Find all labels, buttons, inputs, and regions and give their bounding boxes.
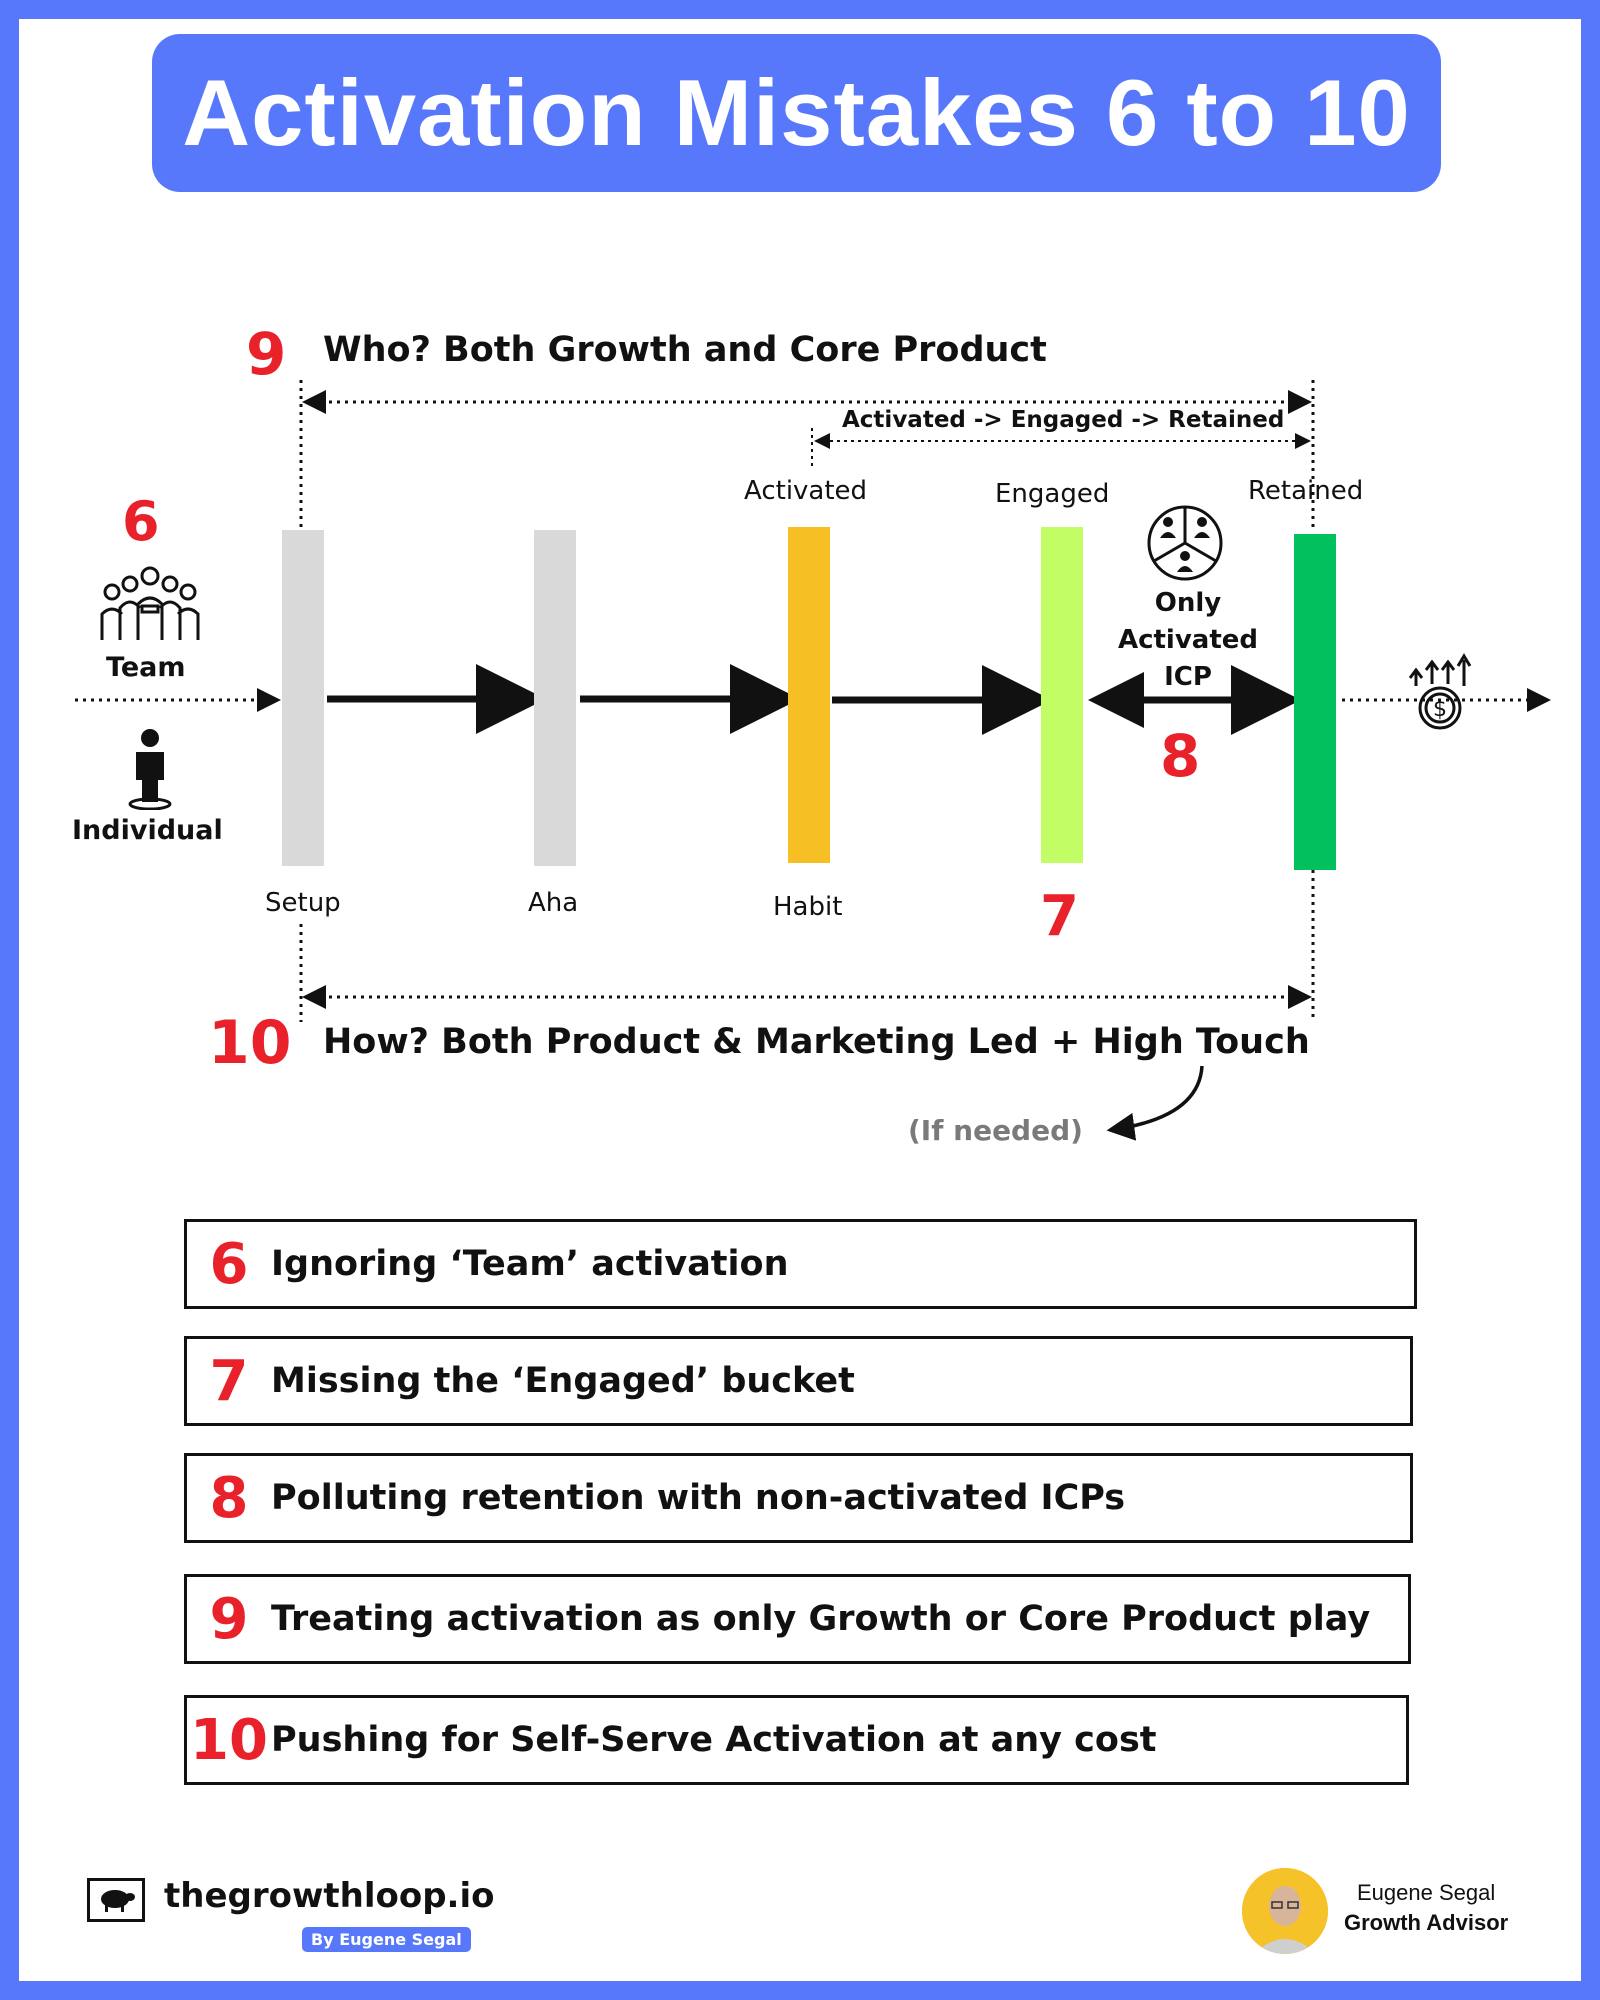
icp-segment-icon: [1146, 504, 1224, 582]
if-needed-curve-arrow: [1110, 1066, 1202, 1130]
brand-logo: [87, 1878, 145, 1922]
stage-label-aha: Aha: [528, 888, 579, 918]
mistake-number: 10: [190, 1707, 268, 1773]
mistake-text: Ignoring ‘Team’ activation: [271, 1244, 789, 1284]
icp-note-line-1: Only: [1154, 588, 1222, 618]
team-icon: [98, 564, 202, 644]
stage-label-retained: Retained: [1248, 476, 1364, 506]
icp-note: [1108, 585, 1268, 696]
mistake-number: 6: [209, 1231, 249, 1297]
brand-name: thegrowthloop.io: [164, 1876, 495, 1916]
sheep-icon: [95, 1887, 137, 1913]
mistake-row: [184, 1336, 1413, 1426]
stage-label-habit: Habit: [773, 892, 843, 922]
mistake-number: 9: [209, 1586, 249, 1652]
if-needed-note: (If needed): [908, 1114, 1083, 1147]
mistake-10-marker: 10: [208, 1008, 292, 1078]
stage-label-setup: Setup: [265, 888, 341, 918]
author-portrait-icon: [1242, 1868, 1328, 1954]
individual-label: Individual: [72, 815, 223, 846]
brand-badge: By Eugene Segal: [302, 1927, 471, 1952]
who-heading: Who? Both Growth and Core Product: [323, 330, 1047, 370]
stage-bar-engaged: [1041, 527, 1083, 863]
page-title: Activation Mistakes 6 to 10: [152, 34, 1441, 192]
stage-bar-habit: [788, 527, 830, 863]
icp-note-line-3: ICP: [1164, 662, 1212, 692]
mistake-row: [184, 1695, 1409, 1785]
stage-bar-retained: [1294, 534, 1336, 870]
avatar: [1242, 1868, 1328, 1954]
mistake-row: [184, 1574, 1411, 1664]
mistake-7-marker: 7: [1040, 884, 1079, 949]
author-block: [1344, 1880, 1508, 1936]
mistake-8-marker: 8: [1160, 722, 1201, 790]
mistake-number: 8: [209, 1465, 249, 1531]
stage-label-engaged: Engaged: [995, 479, 1110, 509]
stage-label-activated: Activated: [744, 476, 868, 506]
svg-text:$: $: [1433, 697, 1447, 722]
mistake-number: 7: [209, 1348, 249, 1414]
author-role: Growth Advisor: [1344, 1910, 1509, 1935]
stage-bar-aha: [534, 530, 576, 866]
mistake-row: [184, 1453, 1413, 1543]
sub-range-label: Activated -> Engaged -> Retained: [842, 407, 1285, 433]
team-label: Team: [106, 652, 186, 683]
mistake-text: Missing the ‘Engaged’ bucket: [271, 1361, 855, 1401]
revenue-growth-icon: [1406, 652, 1474, 732]
mistake-9-marker: 9: [246, 320, 287, 388]
mistake-text: Polluting retention with non-activated ICPs: [271, 1478, 1126, 1518]
mistake-row: [184, 1219, 1417, 1309]
mistake-text: Pushing for Self-Serve Activation at any cost: [271, 1720, 1157, 1760]
mistake-text: Treating activation as only Growth or Core Product play: [271, 1599, 1371, 1639]
stage-bar-setup: [282, 530, 324, 866]
icp-note-line-2: Activated: [1117, 625, 1259, 655]
mistake-6-marker: 6: [122, 490, 160, 553]
individual-icon: [128, 728, 172, 810]
how-heading: How? Both Product & Marketing Led + High Touch: [323, 1022, 1310, 1062]
author-name: Eugene Segal: [1356, 1880, 1496, 1905]
